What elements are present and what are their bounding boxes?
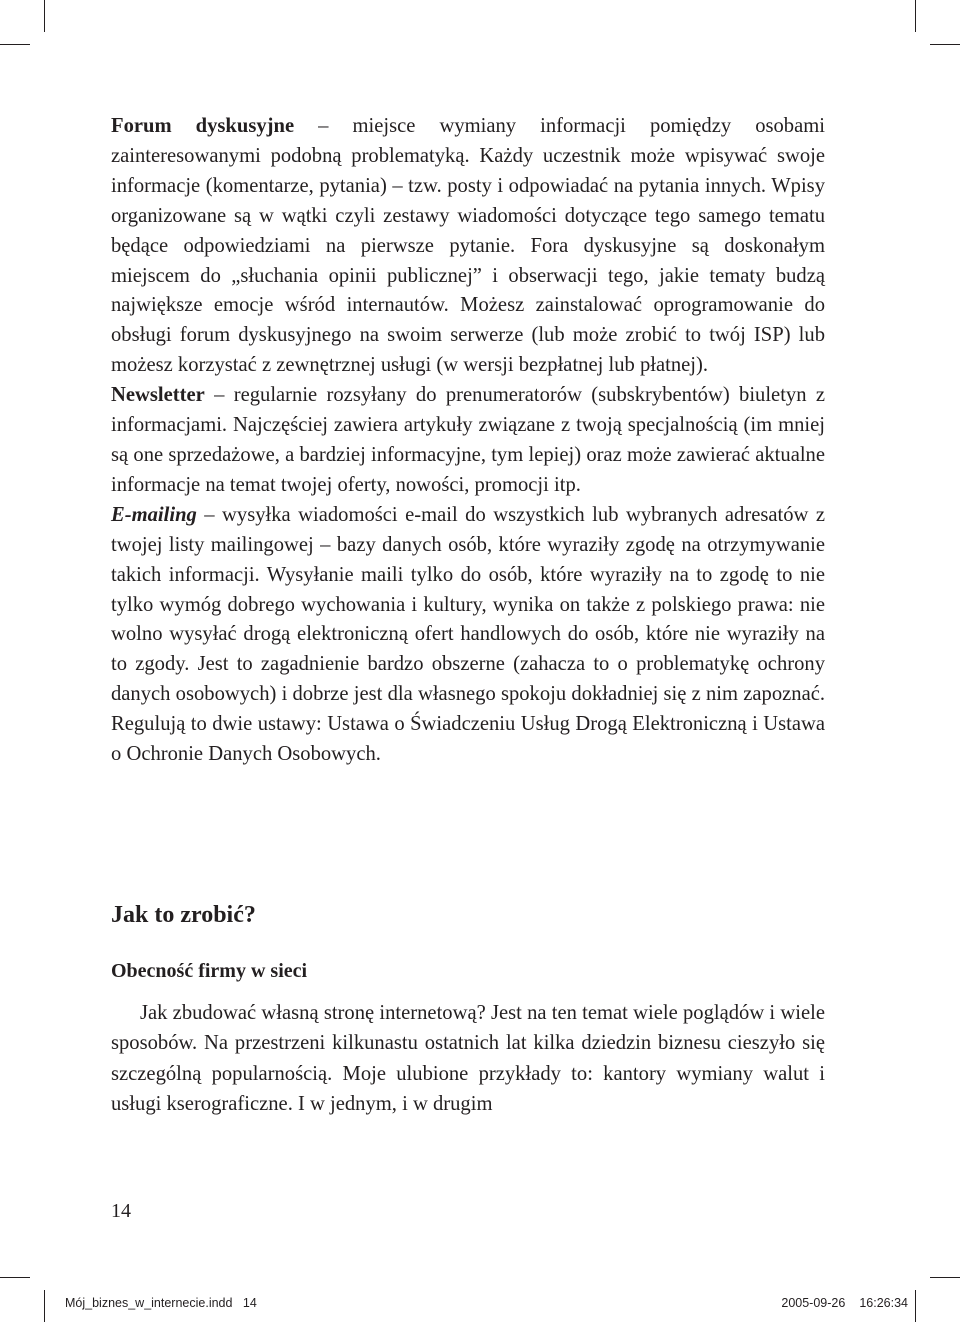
term-emailing: E-mailing — [111, 503, 197, 526]
crop-mark-top-left-h — [0, 44, 30, 45]
slug-file-name: Mój_biznes_w_internecie.indd 14 — [65, 1296, 257, 1310]
paragraph-forum — [111, 112, 825, 381]
crop-mark-bottom-left — [44, 1290, 45, 1322]
subsection-heading: Obecność firmy w sieci — [111, 960, 308, 982]
crop-mark-bottom-left-h — [0, 1277, 30, 1278]
crop-mark-bottom-right-h — [930, 1277, 960, 1278]
paragraph-emailing-text: – wysyłka wiadomości e-mail do wszystkich lub wybranych adresatów z twojej listy mailingowej – bazy danych osób, które wyraziły zgodę na otrzymywanie takich informacji. Wysyłanie maili tylko do osób, które wyraziły na to zgodę to nie tylko wymóg dobrego wychowania i kultury, wynika on także z polskiego prawa: nie wolno wysyłać drogą elektroniczną ofert handlowych do osób, które nie wyraziły na to zgody. Jest to zagadnienie bardzo obszerne (zahacza to o problematykę ochrony danych osobowych) i dobrze jest dla własnego spokoju dokładniej się z nim zapoznać. Regulują to dwie ustawy: Ustawa o Świadczeniu Usług Drogą Elektroniczną i Ustawa o Ochronie Danych Osobowych. — [111, 503, 825, 766]
intro-paragraph: Jak zbudować własną stronę internetową? Jest na ten temat wiele poglądów i wiele sposobów. Na przestrzeni kilkunastu ostatnich lat kilka dziedzin biznesu cieszyło się szczególną popularnością. Moje ulubione przykłady to: kantory wymiany walut i usługi kserograficzne. I w jednym, i w drugim — [111, 1002, 825, 1116]
slug-timestamp — [781, 1295, 908, 1311]
crop-mark-bottom-right — [915, 1290, 916, 1322]
section-heading: Jak to zrobić? — [111, 902, 256, 928]
crop-mark-top-left — [44, 0, 45, 32]
paragraph-newsletter-text: – regularnie rozsyłany do prenumeratorów (subskrybentów) biuletyn z informacjami. Najczęściej zawiera artykuły związane z twoją specjalnością (im mniej są one sprzedażowe, a bardziej informacyjne, tym lepiej) oraz może zawierać aktualne informacje na temat twojej oferty, nowości, promocji itp. — [111, 384, 825, 496]
slug-time: 16:26:34 — [859, 1296, 908, 1310]
body-text — [111, 112, 825, 770]
paragraph-newsletter — [111, 381, 825, 501]
crop-mark-top-right-h — [930, 44, 960, 45]
page-number: 14 — [111, 1200, 131, 1222]
slug-date: 2005-09-26 — [781, 1296, 846, 1310]
paragraph-emailing — [111, 501, 825, 770]
term-newsletter: Newsletter — [111, 384, 205, 407]
paragraph-forum-text: – miejsce wymiany informacji pomiędzy osobami zainteresowanymi podobną problematyką. Każdy uczestnik może wpisywać swoje informacje (komentarze, pytania) – tzw. posty i odpowiadać na pytania innych. Wpisy organizowane są w wątki czyli zestawy wiadomości dotyczące tego samego tematu będące odpowiedziami na pierwsze pytanie. Fora dyskusyjne są doskonałym miejscem do „słuchania opinii publicznej” i obserwacji tego, jakie tematy budzą największe emocje wśród internautów. Możesz zainstalować oprogramowanie do obsługi forum dyskusyjnego na swoim serwerze (lub może zrobić to twój ISP) lub możesz korzystać z zewnętrznej usługi (w wersji bezpłatnej lub płatnej). — [111, 115, 825, 377]
crop-mark-top-right — [915, 0, 916, 32]
term-forum: Forum dyskusyjne — [111, 115, 295, 137]
